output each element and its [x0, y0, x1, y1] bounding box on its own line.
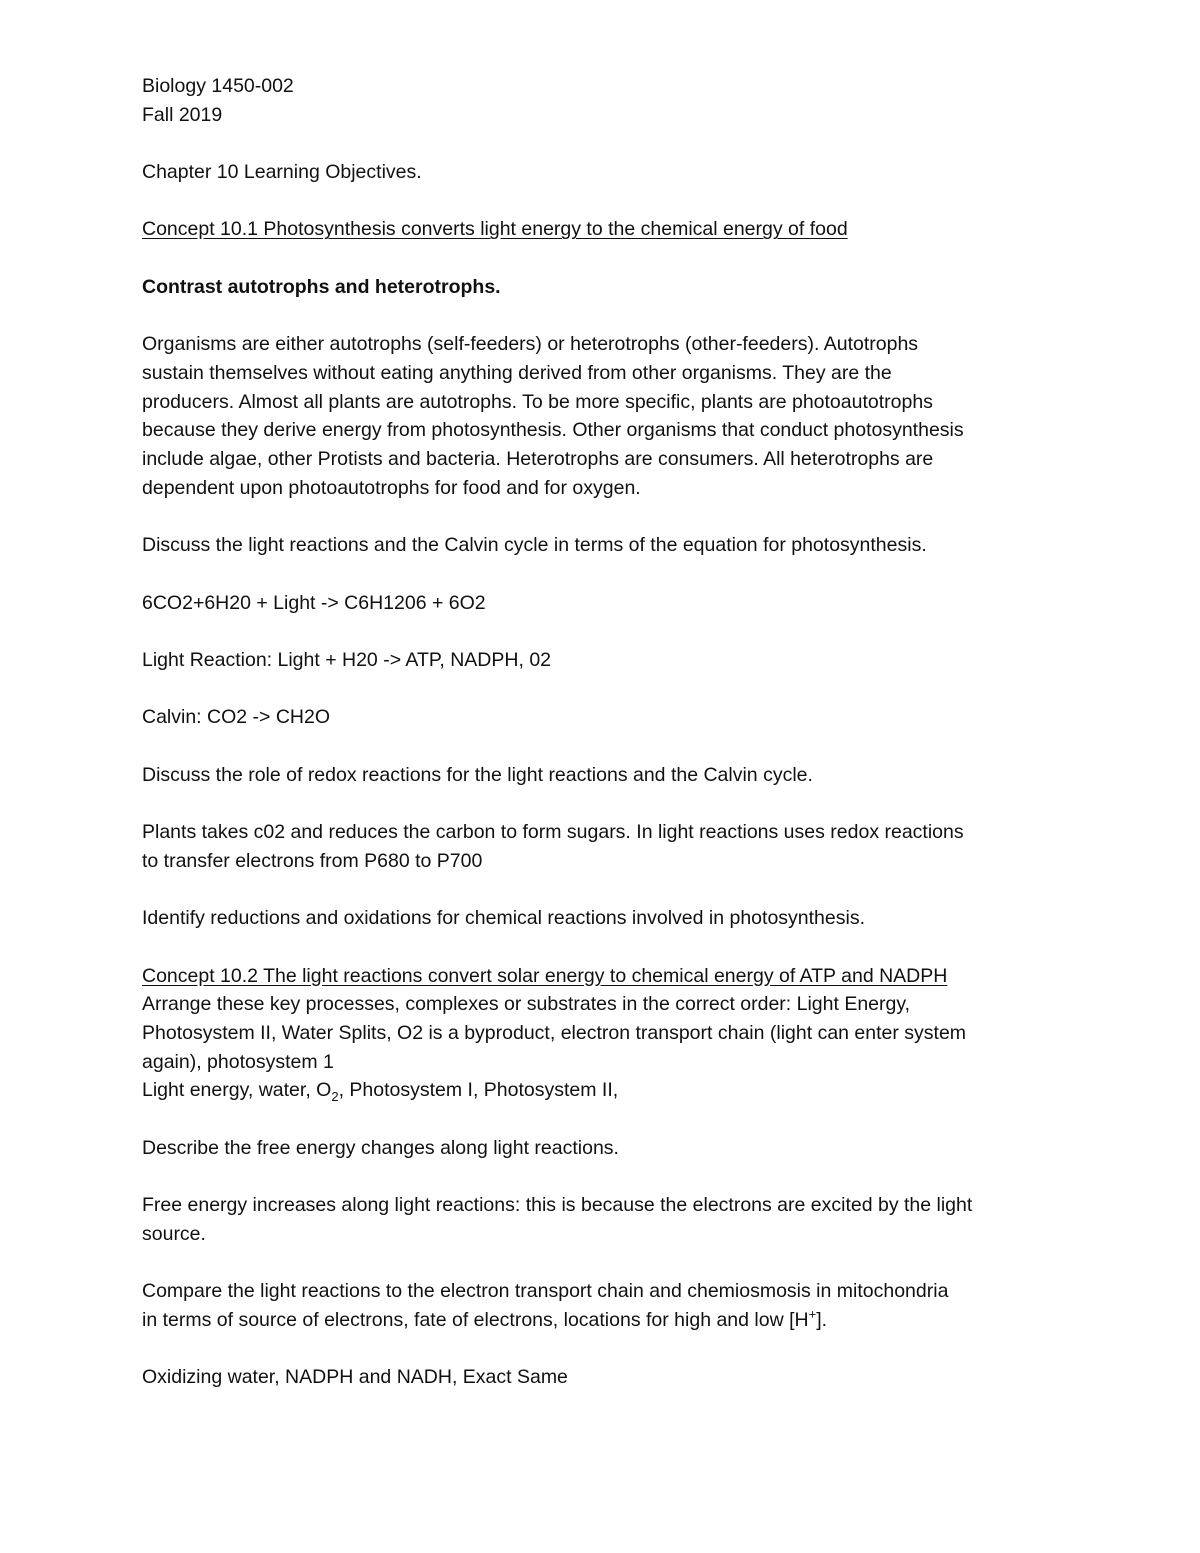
arrange-line: again), photosystem 1: [142, 1050, 334, 1073]
order-suffix: , Photosystem I, Photosystem II,: [338, 1079, 619, 1102]
answer-line: Plants takes c02 and reduces the carbon to form sugars. In light reactions uses redox reactions: [142, 821, 964, 844]
concept-10-1-heading: Concept 10.1 Photosynthesis converts light energy to the chemical energy of food: [142, 218, 848, 241]
compare-suffix: ].: [816, 1309, 828, 1331]
spacer: [142, 502, 1102, 531]
answer-line: Free energy increases along light reactions: this is because the electrons are excited by the light: [142, 1194, 973, 1217]
objective-compare-line: [142, 1306, 1102, 1335]
compare-superscript: +: [808, 1306, 817, 1322]
order-subscript: 2: [331, 1089, 339, 1105]
concept-10-2-heading: Concept 10.2 The light reactions convert solar energy to chemical energy of ATP and NADPH: [142, 964, 948, 987]
objective-contrast: Contrast autotrophs and heterotrophs.: [142, 275, 501, 298]
spacer: [142, 1105, 1102, 1134]
spacer: [142, 675, 1102, 704]
objective-redox: Discuss the role of redox reactions for the light reactions and the Calvin cycle.: [142, 763, 813, 786]
compare-prefix: in terms of source of electrons, fate of electrons, locations for high and low [H: [142, 1309, 809, 1331]
spacer: [142, 129, 1102, 158]
objective-free-energy: Describe the free energy changes along light reactions.: [142, 1136, 619, 1159]
order-answer: [142, 1076, 1102, 1105]
chapter-title: Chapter 10 Learning Objectives.: [142, 161, 422, 184]
answer-compare: Oxidizing water, NADPH and NADH, Exact Same: [142, 1366, 568, 1389]
objective-light-calvin: Discuss the light reactions and the Calvin cycle in terms of the equation for photosynthesis.: [142, 534, 927, 557]
answer-line: sustain themselves without eating anything derived from other organisms. They are the: [142, 361, 892, 384]
spacer: [142, 1163, 1102, 1192]
term-label: Fall 2019: [142, 103, 223, 126]
objective-identify: Identify reductions and oxidations for chemical reactions involved in photosynthesis.: [142, 907, 865, 930]
light-reaction-equation: Light Reaction: Light + H20 -> ATP, NADPH, 02: [142, 648, 552, 671]
answer-line: because they derive energy from photosynthesis. Other organisms that conduct photosynthesis: [142, 419, 964, 442]
spacer: [142, 560, 1102, 589]
objective-compare-line: Compare the light reactions to the electron transport chain and chemiosmosis in mitochondria: [142, 1280, 949, 1303]
spacer: [142, 302, 1102, 331]
answer-line: source.: [142, 1222, 206, 1245]
spacer: [142, 876, 1102, 905]
spacer: [142, 617, 1102, 646]
spacer: [142, 732, 1102, 761]
answer-line: to transfer electrons from P680 to P700: [142, 849, 483, 872]
spacer: [142, 187, 1102, 216]
spacer: [142, 244, 1102, 273]
course-title: Biology 1450-002: [142, 75, 294, 97]
spacer: [142, 1249, 1102, 1278]
answer-line: Organisms are either autotrophs (self-feeders) or heterotrophs (other-feeders). Autotrophs: [142, 333, 919, 356]
arrange-line: Photosystem II, Water Splits, O2 is a byproduct, electron transport chain (light can enter system: [142, 1022, 967, 1045]
answer-line: include algae, other Protists and bacteria. Heterotrophs are consumers. All heterotrophs are: [142, 448, 934, 471]
answer-line: dependent upon photoautotrophs for food and for oxygen.: [142, 476, 641, 499]
order-prefix: Light energy, water, O: [142, 1079, 332, 1102]
answer-line: producers. Almost all plants are autotrophs. To be more specific, plants are photoautotrophs: [142, 390, 933, 413]
arrange-line: Arrange these key processes, complexes or substrates in the correct order: Light Energy,: [142, 993, 911, 1016]
spacer: [142, 1335, 1102, 1364]
spacer: [142, 789, 1102, 818]
calvin-equation: Calvin: CO2 -> CH2O: [142, 706, 331, 729]
spacer: [142, 933, 1102, 962]
photosynthesis-equation: 6CO2+6H20 + Light -> C6H1206 + 6O2: [142, 591, 486, 614]
document-page: [142, 72, 1102, 1392]
